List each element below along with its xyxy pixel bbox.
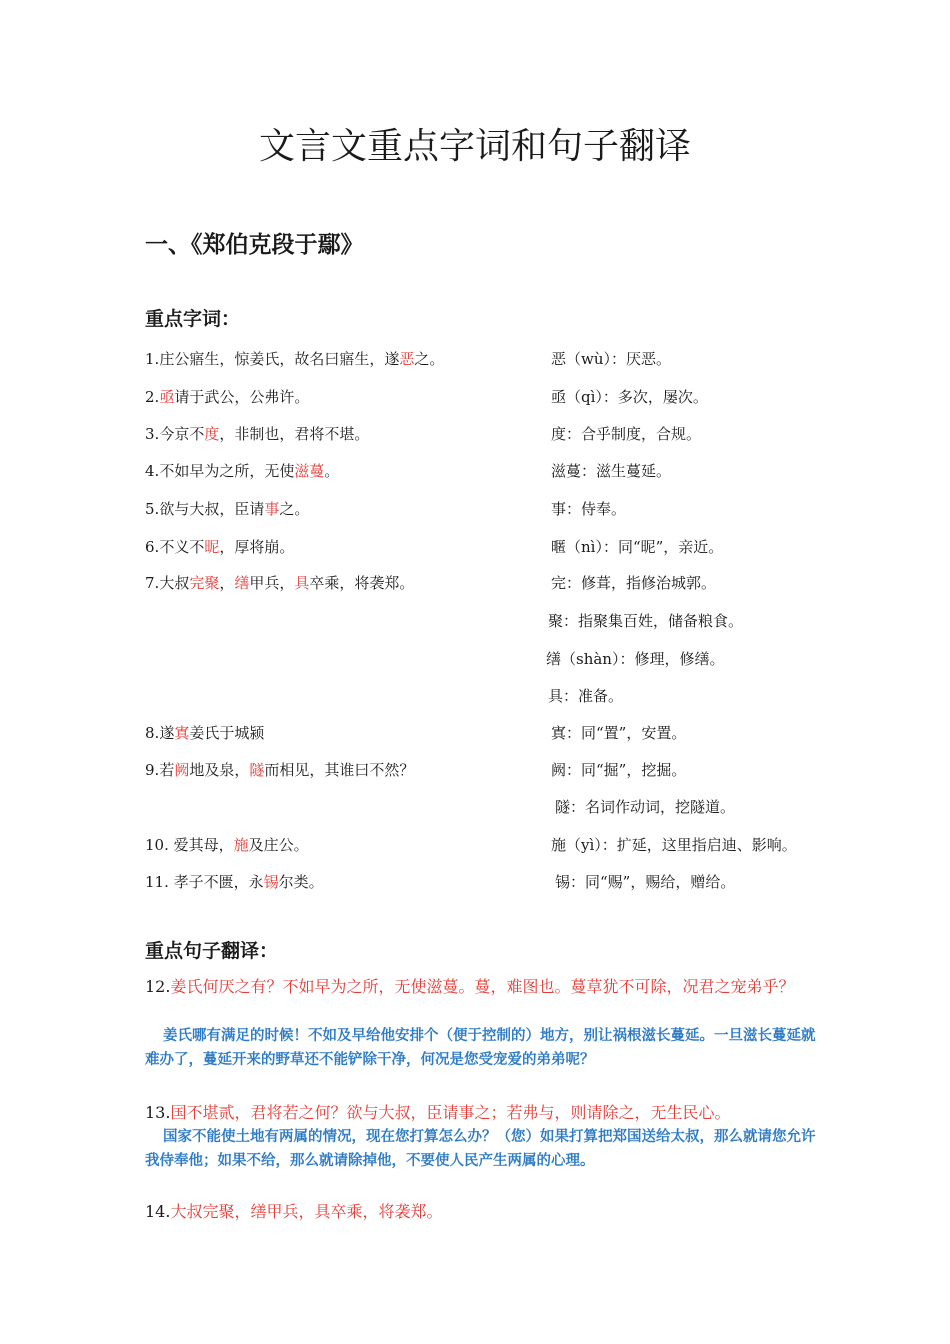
vocab-row <box>145 348 444 369</box>
sentence-number: 12. <box>145 977 171 996</box>
row-number: 10. <box>145 836 169 854</box>
row-text: 孝子不匮，永 <box>168 873 264 891</box>
vocab-row <box>145 423 369 444</box>
key-word: 昵 <box>204 538 220 556</box>
key-word: 事 <box>264 500 280 518</box>
key-word: 隧 <box>249 761 265 779</box>
row-text: 请于武公，公弗许。 <box>174 388 310 406</box>
sentence-number: 14. <box>145 1202 171 1221</box>
key-word: 施 <box>233 836 249 854</box>
key-word: 缮 <box>234 574 250 592</box>
vocab-row <box>145 871 324 892</box>
row-number: 9. <box>145 761 160 779</box>
definition: 完：修葺，指修治城郭。 <box>551 574 717 592</box>
row-text: 而相见，其谁曰不然？ <box>264 761 415 779</box>
section-heading: 一、《郑伯克段于鄢》 <box>145 232 364 258</box>
sentence <box>145 1102 825 1124</box>
row-text: 不义不 <box>159 538 205 556</box>
row-number: 5. <box>145 500 160 518</box>
sentence-translation: 姜氏哪有满足的时候！不如及早给他安排个（便于控制的）地方，别让祸根滋长蔓延。一旦滋长蔓延就难办了，蔓延开来的野草还不能铲除干净，何况是您受宠爱的弟弟呢？ <box>145 1027 816 1068</box>
row-text: 今京不 <box>159 425 205 443</box>
row-text: 甲兵， <box>249 574 295 592</box>
vocab-row <box>145 498 309 519</box>
row-text: 之。 <box>414 350 445 368</box>
definition: 滋蔓：滋生蔓延。 <box>551 462 672 480</box>
row-text: 遂 <box>159 724 175 742</box>
row-number: 4. <box>145 462 160 480</box>
row-text: 姜氏于城颍 <box>189 724 265 742</box>
row-number: 2. <box>145 388 160 406</box>
row-number: 7. <box>145 574 160 592</box>
row-number: 1. <box>145 350 160 368</box>
key-word: 滋蔓 <box>294 462 325 480</box>
row-text: 。 <box>324 462 340 480</box>
row-text: 之。 <box>279 500 310 518</box>
definition: 聚：指聚集百姓，储备粮食。 <box>548 612 744 630</box>
key-word: 亟 <box>159 388 175 406</box>
definition: 锡：同“赐”，赐给，赠给。 <box>555 873 736 891</box>
sentence <box>145 976 825 998</box>
vocab-heading: 重点字词： <box>145 308 241 330</box>
document-title: 文言文重点字词和句子翻译 <box>258 126 691 167</box>
row-text: 庄公寤生，惊姜氏，故名曰寤生，遂 <box>159 350 400 368</box>
row-text: 地及泉， <box>189 761 250 779</box>
definition: 缮（shàn）：修理，修缮。 <box>546 650 725 668</box>
vocab-row <box>145 759 414 780</box>
key-word: 寘 <box>174 724 190 742</box>
sentence-text: 姜氏何厌之有？不如早为之所，无使滋蔓。蔓，难图也。蔓草犹不可除，况君之宠弟乎？ <box>170 977 795 996</box>
sentence-number: 13. <box>145 1103 171 1122</box>
translation-heading: 重点句子翻译： <box>145 940 279 962</box>
vocab-row <box>145 460 339 481</box>
vocab-row <box>145 834 309 855</box>
row-text: 不如早为之所，无使 <box>159 462 295 480</box>
row-text: ，非制也，君将不堪。 <box>219 425 370 443</box>
definition: 阙：同“掘”，挖掘。 <box>551 761 687 779</box>
definition: 事：侍奉。 <box>551 500 627 518</box>
row-text: ，厚将崩。 <box>219 538 295 556</box>
definition: 度：合乎制度，合规。 <box>551 425 702 443</box>
row-text: 爱其母， <box>168 836 234 854</box>
key-word: 锡 <box>263 873 279 891</box>
sentence-text: 大叔完聚，缮甲兵，具卒乘，将袭郑。 <box>170 1202 443 1221</box>
row-text: 及庄公。 <box>248 836 309 854</box>
definition: 具：准备。 <box>548 687 624 705</box>
definition: 暱（nì）：同“昵”，亲近。 <box>551 538 724 556</box>
vocab-row <box>145 572 414 593</box>
row-text: 若 <box>159 761 175 779</box>
row-number: 3. <box>145 425 160 443</box>
row-text: 大叔 <box>159 574 190 592</box>
definition: 隧：名词作动词，挖隧道。 <box>555 798 736 816</box>
vocab-row <box>145 386 309 407</box>
sentence-text: 国不堪贰，君将若之何？欲与大叔，臣请事之；若弗与，则请除之，无生民心。 <box>170 1103 731 1122</box>
key-word: 度 <box>204 425 220 443</box>
sentence-translation: 国家不能使土地有两属的情况，现在您打算怎么办？（您）如果打算把郑国送给太叔，那么就请您允许我侍奉他；如果不给，那么就请除掉他，不要使人民产生两属的心理。 <box>145 1128 816 1169</box>
row-number: 8. <box>145 724 160 742</box>
vocab-row <box>145 536 294 557</box>
key-word: 完聚 <box>189 574 220 592</box>
definition: 恶（wù）：厌恶。 <box>551 350 672 368</box>
definition: 亟（qì）：多次，屡次。 <box>551 388 708 406</box>
key-word: 具 <box>294 574 310 592</box>
vocab-row <box>145 722 264 743</box>
key-word: 恶 <box>399 350 415 368</box>
definition: 施（yì）：扩延，这里指启迪、影响。 <box>551 836 797 854</box>
row-text: ， <box>219 574 235 592</box>
definition: 寘：同“置”，安置。 <box>551 724 687 742</box>
row-text: 卒乘，将袭郑。 <box>309 574 415 592</box>
row-number: 6. <box>145 538 160 556</box>
sentence <box>145 1201 825 1223</box>
row-text: 欲与大叔，臣请 <box>159 500 265 518</box>
row-text: 尔类。 <box>278 873 324 891</box>
key-word: 阙 <box>174 761 190 779</box>
row-number: 11. <box>145 873 169 891</box>
